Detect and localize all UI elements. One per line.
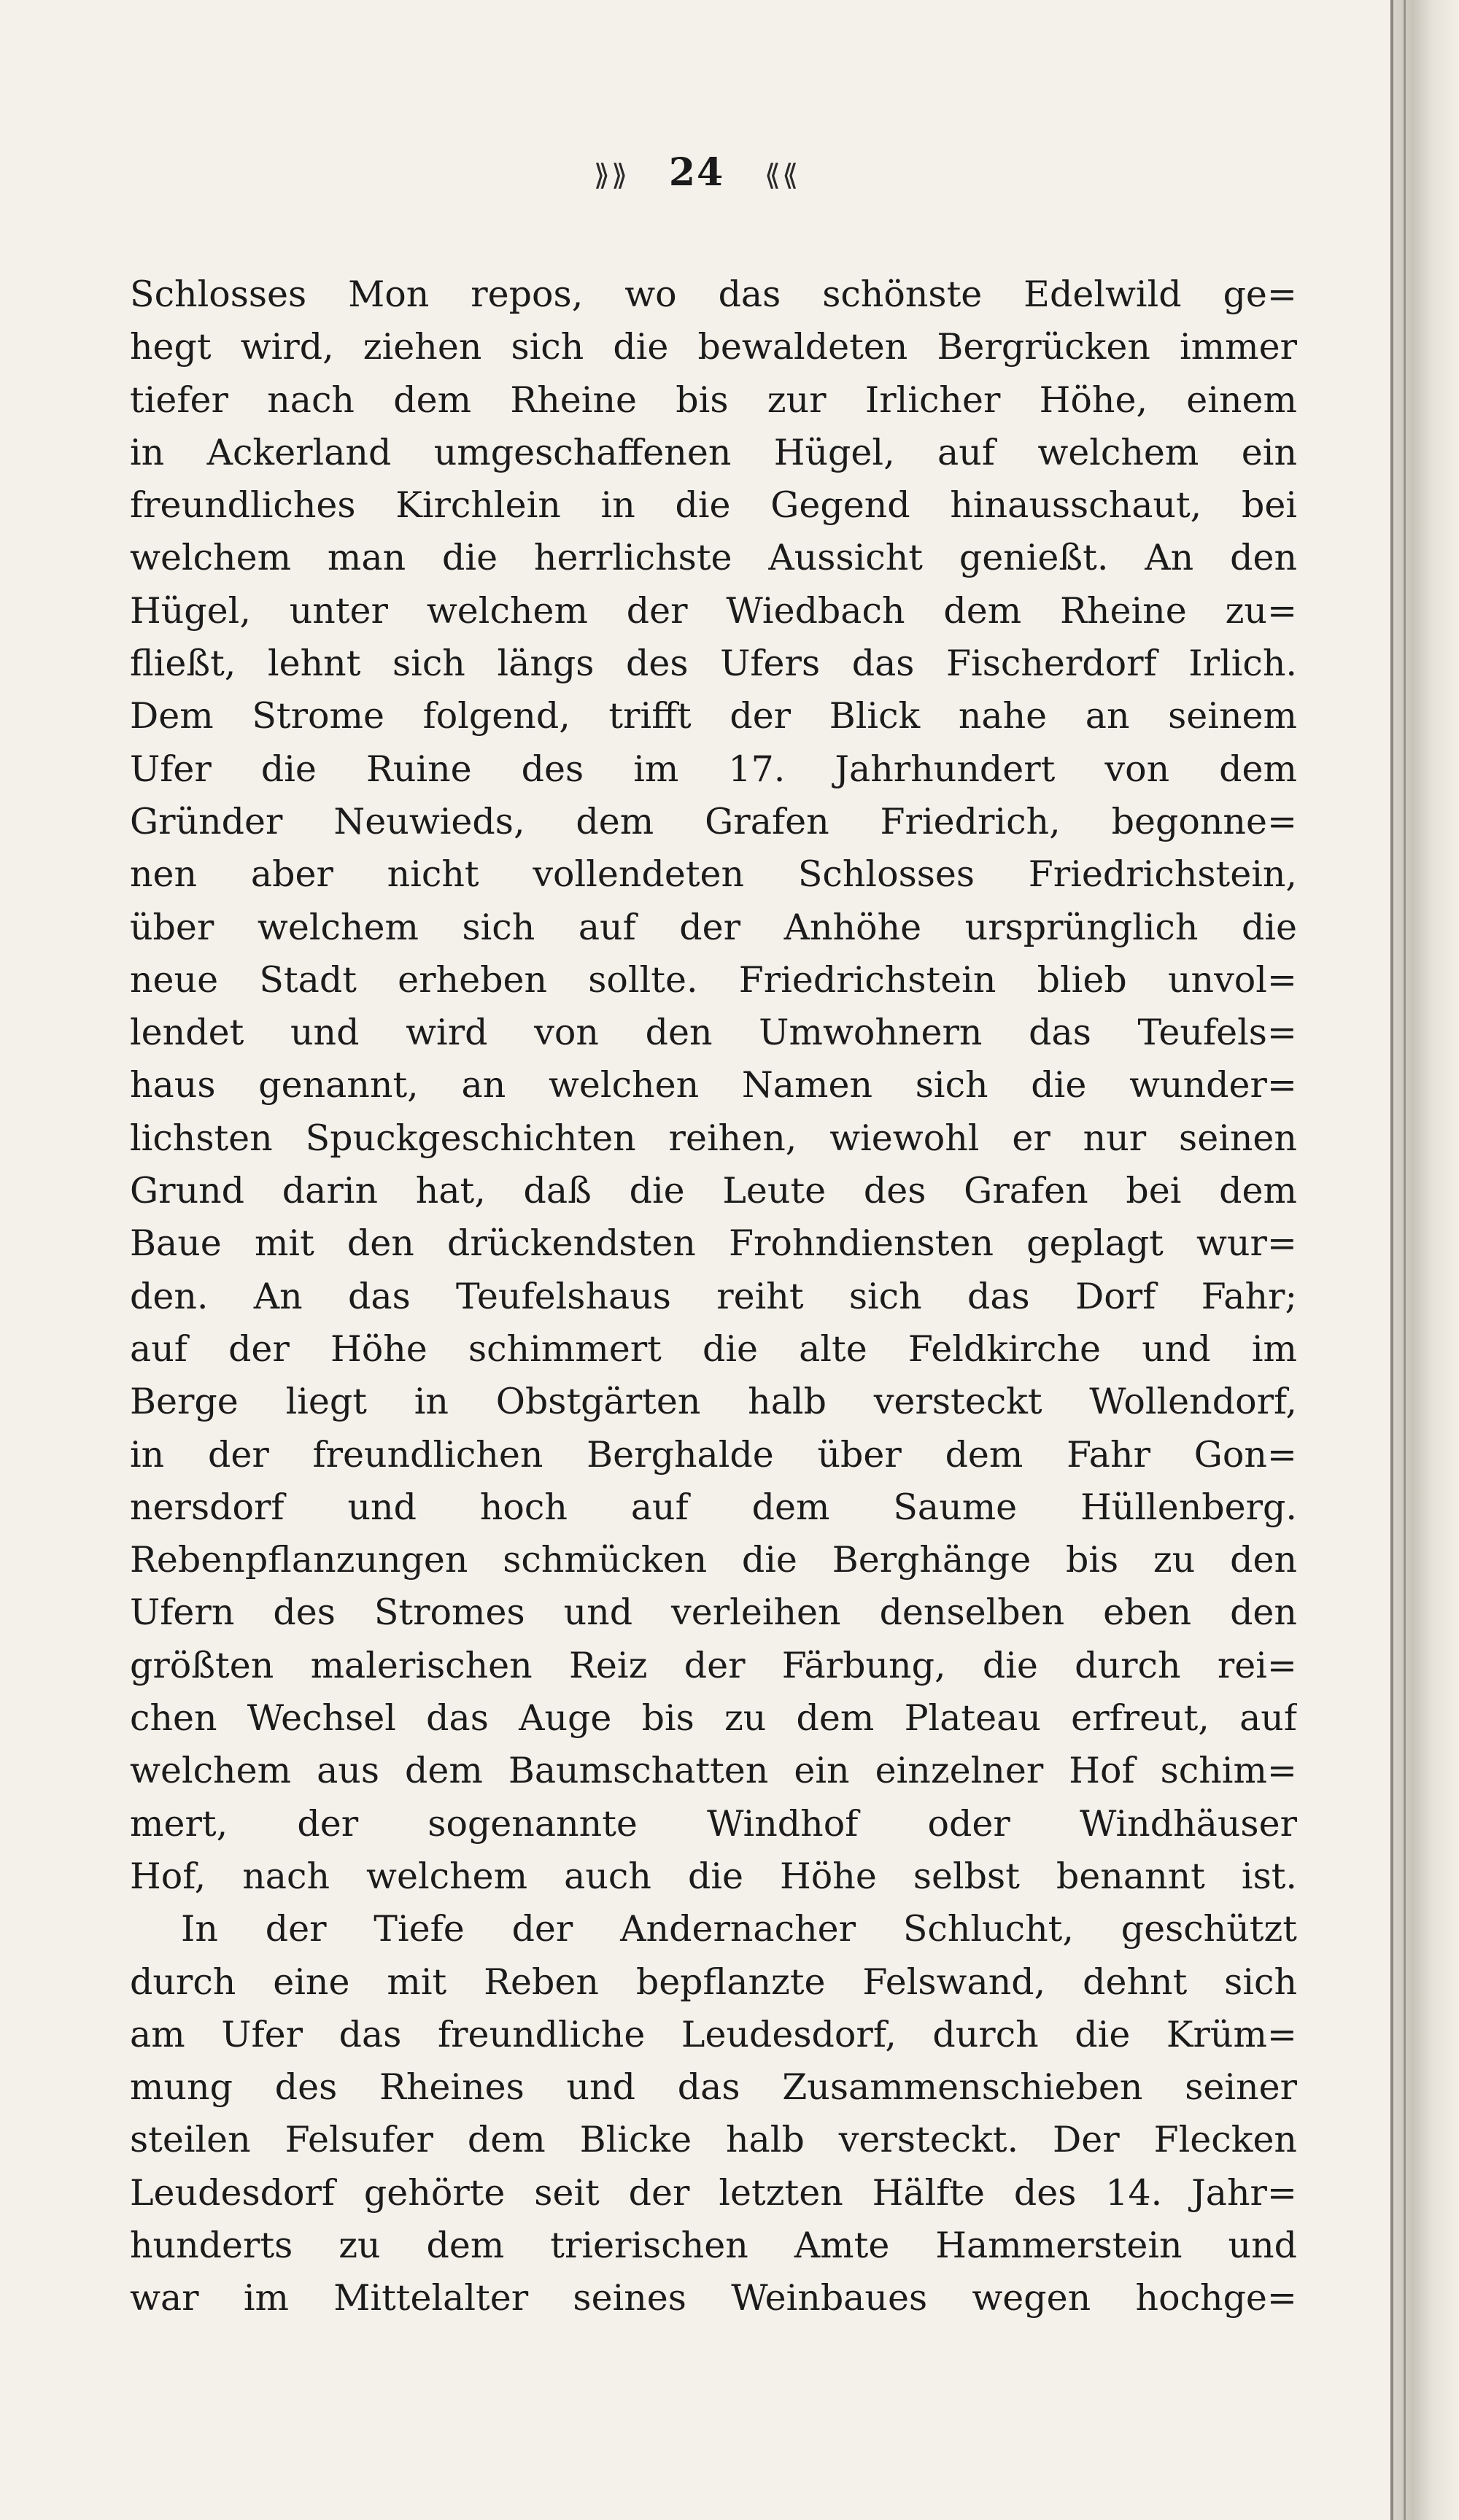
text-line: nersdorf und hoch auf dem Saume Hüllenberg. <box>130 1486 1297 1528</box>
text-line: fließt, lehnt sich längs des Ufers das Fischerdorf Irlich. <box>130 643 1297 685</box>
page-header <box>0 150 1393 195</box>
page-edge <box>1390 0 1459 2520</box>
text-line: Rebenpflanzungen schmücken die Berghänge bis zu den <box>130 1539 1297 1581</box>
text-line: Grund darin hat, daß die Leute des Grafen bei dem <box>130 1170 1297 1212</box>
text-line: steilen Felsufer dem Blicke halb versteckt. Der Flecken <box>130 2119 1297 2161</box>
paragraph-start-line: In der Tiefe der Andernacher Schlucht, geschützt <box>181 1908 1297 1950</box>
text-line: Hügel, unter welchem der Wiedbach dem Rheine zu= <box>130 589 1297 632</box>
text-line: lendet und wird von den Umwohnern das Teufels= <box>130 1012 1297 1054</box>
text-line: nen aber nicht vollendeten Schlosses Friedrichstein, <box>130 853 1297 896</box>
right-ornament: ⟪⟪ <box>764 158 800 193</box>
body-text <box>130 268 1297 2325</box>
text-line: Baue mit den drückendsten Frohndiensten geplagt wur= <box>130 1222 1297 1265</box>
text-line: Gründer Neuwieds, dem Grafen Friedrich, begonne= <box>130 800 1297 842</box>
text-line: tiefer nach dem Rheine bis zur Irlicher Höhe, einem <box>130 379 1297 421</box>
text-line: welchem man die herrlichste Aussicht genießt. An den <box>130 537 1297 579</box>
text-line: Leudesdorf gehörte seit der letzten Hälfte des 14. Jahr= <box>130 2171 1297 2214</box>
text-line: Hof, nach welchem auch die Höhe selbst benannt ist. <box>130 1855 1297 1897</box>
text-line: chen Wechsel das Auge bis zu dem Plateau erfreut, auf <box>130 1697 1297 1740</box>
page-number: 24 <box>668 150 725 195</box>
text-line: größten malerischen Reiz der Färbung, die durch rei= <box>130 1644 1297 1686</box>
text-line: durch eine mit Reben bepflanzte Felswand, dehnt sich <box>130 1961 1297 2003</box>
text-line: hegt wird, ziehen sich die bewaldeten Bergrücken immer <box>130 326 1297 368</box>
text-line: neue Stadt erheben sollte. Friedrichstein blieb unvol= <box>130 958 1297 1001</box>
text-line: in der freundlichen Berghalde über dem Fahr Gon= <box>130 1433 1297 1476</box>
left-ornament: ⟫⟫ <box>593 158 630 193</box>
text-line: über welchem sich auf der Anhöhe ursprünglich die <box>130 906 1297 948</box>
text-line: hunderts zu dem trierischen Amte Hammerstein und <box>130 2224 1297 2266</box>
text-line: war im Mittelalter seines Weinbaues wegen hochge= <box>130 2277 1297 2319</box>
text-line: den. An das Teufelshaus reiht sich das Dorf Fahr; <box>130 1275 1297 1317</box>
text-line: Ufer die Ruine des im 17. Jahrhundert von dem <box>130 748 1297 790</box>
text-line: haus genannt, an welchen Namen sich die wunder= <box>130 1064 1297 1106</box>
text-line: freundliches Kirchlein in die Gegend hinausschaut, bei <box>130 484 1297 527</box>
text-line: lichsten Spuckgeschichten reihen, wiewohl er nur seinen <box>130 1117 1297 1159</box>
text-line: Berge liegt in Obstgärten halb versteckt Wollendorf, <box>130 1381 1297 1423</box>
text-line: auf der Höhe schimmert die alte Feldkirche und im <box>130 1327 1297 1370</box>
text-line: Ufern des Stromes und verleihen denselben eben den <box>130 1592 1297 1634</box>
text-line: Dem Strome folgend, trifft der Blick nahe an seinem <box>130 695 1297 737</box>
text-line: welchem aus dem Baumschatten ein einzelner Hof schim= <box>130 1750 1297 1792</box>
text-line: mung des Rheines und das Zusammenschieben seiner <box>130 2066 1297 2109</box>
text-line: in Ackerland umgeschaffenen Hügel, auf welchem ein <box>130 431 1297 473</box>
text-line: mert, der sogenannte Windhof oder Windhäuser <box>130 1802 1297 1845</box>
text-line: Schlosses Mon repos, wo das schönste Edelwild ge= <box>130 274 1297 315</box>
text-line: am Ufer das freundliche Leudesdorf, durch die Krüm= <box>130 2013 1297 2055</box>
